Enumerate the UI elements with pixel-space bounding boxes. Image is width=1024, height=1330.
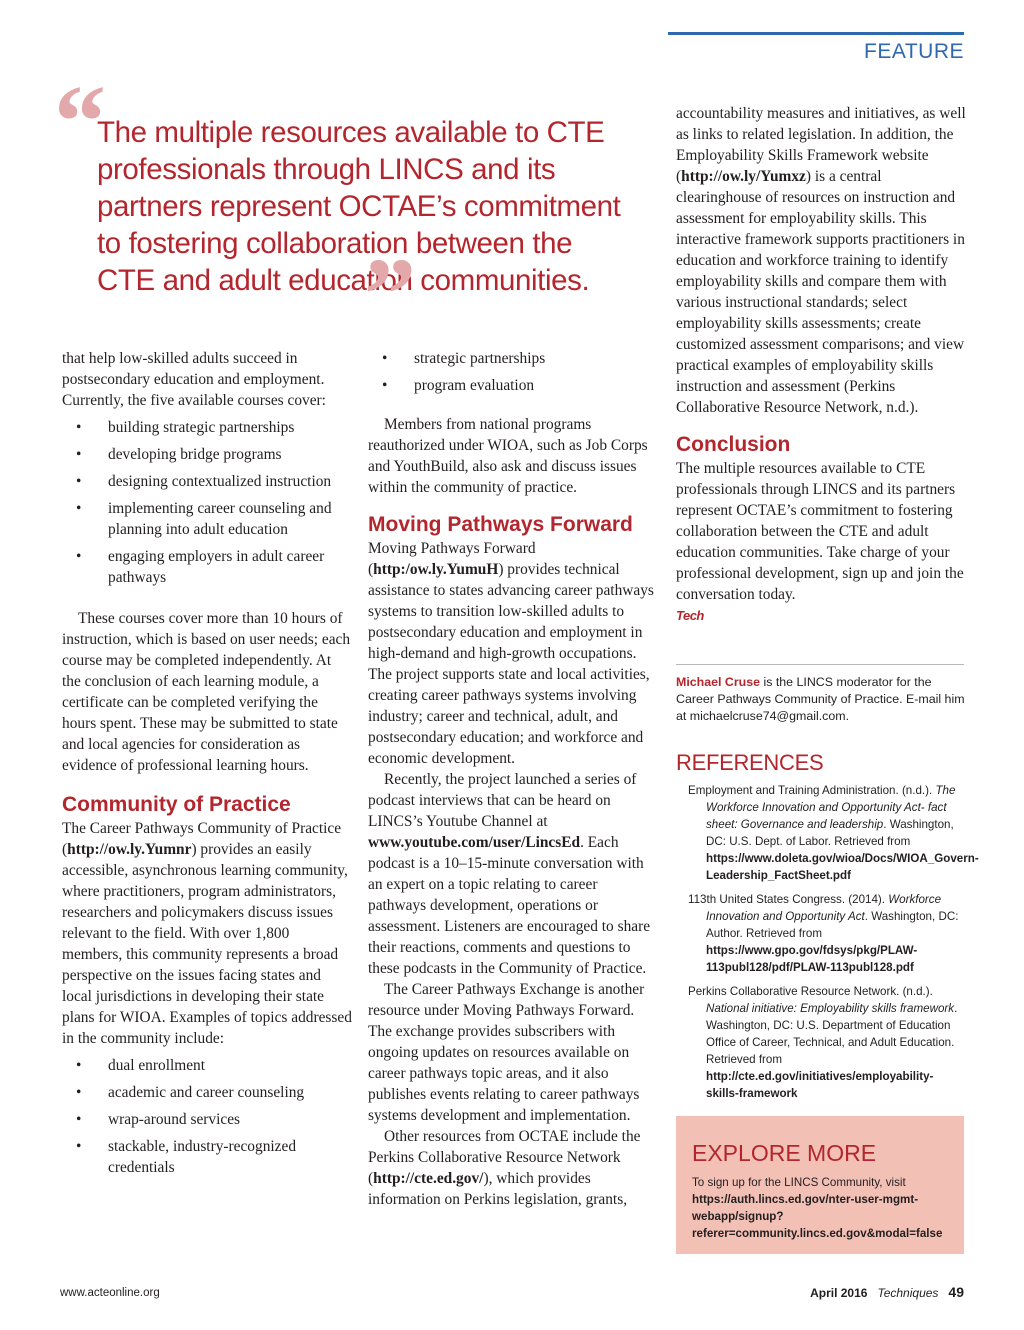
courses-intro: that help low-skilled adults succeed in postsecondary education and employment. Currently, the five available courses cover: xyxy=(62,350,326,409)
references-list xyxy=(688,782,979,1109)
youtube-link[interactable]: www.youtube.com/user/LincsEd xyxy=(368,834,581,851)
footer-date: April 2016 xyxy=(810,1286,868,1300)
footer-issue xyxy=(760,1284,964,1300)
column-3 xyxy=(676,103,966,626)
moving-pathways-heading: Moving Pathways Forward xyxy=(368,513,633,536)
list-item: • engaging employers in adult career pathways xyxy=(76,548,325,586)
list-item: • designing contextualized instruction xyxy=(76,473,332,490)
topic-list xyxy=(62,1055,352,1178)
course-list xyxy=(62,417,352,588)
courses-paragraph: These courses cover more than 10 hours of instruction, which is based on user needs; each course may be completed independently. At the conclusion of each learning module, a certificate can be completed verifying the hours spent. These may be submitted to state and local agencies for consideration as evidence of professional learning hours. xyxy=(62,610,351,774)
end-mark: Tech xyxy=(676,608,704,623)
list-item: • stackable, industry-recognized credentials xyxy=(76,1138,297,1176)
list-item: • academic and career counseling xyxy=(76,1084,305,1101)
references-heading: REFERENCES xyxy=(676,750,824,775)
list-item: • program evaluation xyxy=(382,377,535,394)
cte-link[interactable]: http://cte.ed.gov/ xyxy=(373,1170,484,1187)
page-number: 49 xyxy=(948,1284,964,1300)
reference-link[interactable]: https://www.doleta.gov/wioa/Docs/WIOA_Govern-Leadership_FactSheet.pdf xyxy=(706,852,979,882)
author-bio: Michael Cruse is the LINCS moderator for the Career Pathways Community of Practice. E-mail him at michaelcruse74@gmail.com. xyxy=(676,675,965,723)
column-1 xyxy=(62,348,352,1184)
list-item: • building strategic partnerships xyxy=(76,419,295,436)
reference-link[interactable]: https://www.gpo.gov/fdsys/pkg/PLAW-113publ128/pdf/PLAW-113publ128.pdf xyxy=(706,944,918,974)
podcast-paragraph: Recently, the project launched a series of podcast interviews that can be heard on LINCS’s Youtube Channel at www.youtube.com/user/LincsEd. Each podcast is a 10–15-minute conversation with an expert on a topic relating to career pathways development, operations or assessment. Listeners are encouraged to share their reactions, comments and questions to these podcasts in the Community of Practice. xyxy=(368,771,651,977)
close-quote-mark: ” xyxy=(364,237,416,352)
footer-magazine: Techniques xyxy=(877,1286,939,1300)
community-link[interactable]: http://ow.ly.Yumnr xyxy=(67,841,192,858)
list-item: • dual enrollment xyxy=(76,1057,206,1074)
list-item: • strategic partnerships xyxy=(382,350,546,367)
topic-list-continued xyxy=(368,348,658,396)
list-item: • developing bridge programs xyxy=(76,446,282,463)
reference-item: Employment and Training Administration. (n.d.). The Workforce Innovation and Opportunity Act- fact sheet: Governance and leadership. Washington, DC: U.S. Dept. of Labor. Retrieved from https://www.doleta.gov/wioa/Docs/WIOA_Govern-Leadership_FactSheet.pdf xyxy=(688,784,979,882)
reference-link[interactable]: http://cte.ed.gov/initiatives/employability-skills-framework xyxy=(706,1070,934,1100)
conclusion-paragraph: The multiple resources available to CTE professionals through LINCS and its partners represent OCTAE’s commitment to fostering collaboration between the CTE and adult education communities. Take charge of your professional development, sign up and join the conversation today. xyxy=(676,460,964,603)
reference-item: 113th United States Congress. (2014). Workforce Innovation and Opportunity Act. Washington, DC: Author. Retrieved from https://www.gpo.gov/fdsys/pkg/PLAW-113publ128/pdf/PLAW-113publ128.pdf xyxy=(688,893,959,974)
explore-more-heading: EXPLORE MORE xyxy=(692,1140,877,1166)
bio-divider xyxy=(676,664,964,665)
explore-more-box xyxy=(676,1116,964,1254)
footer-website[interactable]: www.acteonline.org xyxy=(60,1287,160,1299)
conclusion-heading: Conclusion xyxy=(676,433,791,456)
other-resources-paragraph: Other resources from OCTAE include the Perkins Collaborative Resource Network (http://cte.ed.gov/), which provides information on Perkins legislation, grants, xyxy=(368,1128,641,1208)
moving-pathways-paragraph: Moving Pathways Forward (http:/ow.ly.YumuH) provides technical assistance to states advancing career pathways systems to transition low-skilled adults to postsecondary education and employment in high-demand and high-growth occupations. The project supports state and local activities, creating career pathways systems involving industry; career and technical, adult, and postsecondary education; and workforce and economic development. xyxy=(368,540,654,767)
signup-link[interactable]: https://auth.lincs.ed.gov/nter-user-mgmt-webapp/signup?referer=community.lincs.ed.gov&modal=false xyxy=(692,1193,943,1240)
section-label: FEATURE xyxy=(864,40,964,63)
list-item: • wrap-around services xyxy=(76,1111,241,1128)
explore-more-text: To sign up for the LINCS Community, visit https://auth.lincs.ed.gov/nter-user-mgmt-webapp/signup?referer=community.lincs.ed.gov&modal=false xyxy=(692,1176,943,1240)
author-name: Michael Cruse xyxy=(676,675,761,689)
list-item: • implementing career counseling and planning into adult education xyxy=(76,500,332,538)
reference-item: Perkins Collaborative Resource Network. (n.d.). National initiative: Employability skills framework. Washington, DC: U.S. Department of Education Office of Career, Technical, and Adult Education. Retrieved from http://cte.ed.gov/initiatives/employability-skills-framework xyxy=(688,985,958,1100)
moving-pathways-link[interactable]: http:/ow.ly.YumuH xyxy=(373,561,499,578)
community-paragraph: The Career Pathways Community of Practice (http://ow.ly.Yumnr) provides an easily accessible, asynchronous learning community, where practitioners, program administrators, researchers and policymakers discuss issues relevant to the field. With over 1,800 members, this community represents a broad perspective on the issues facing states and local jurisdictions in developing their state plans for WIOA. Examples of topics addressed in the community include: xyxy=(62,820,352,1047)
community-of-practice-heading: Community of Practice xyxy=(62,793,291,816)
open-quote-mark: “ xyxy=(54,64,106,179)
members-paragraph: Members from national programs reauthorized under WIOA, such as Job Corps and YouthBuild, also ask and discuss issues within the community of practice. xyxy=(368,416,648,496)
pull-quote: The multiple resources available to CTE professionals through LINCS and its partners represent OCTAE’s commitment to fostering collaboration between the CTE and adult education communities. xyxy=(97,116,621,297)
header-rule xyxy=(668,32,964,35)
exchange-paragraph: The Career Pathways Exchange is another resource under Moving Pathways Forward. The exchange provides subscribers with ongoing updates on resources available on career pathways topic areas, and it also publishes events relating to career pathways systems development and implementation. xyxy=(368,981,645,1124)
framework-link[interactable]: http://ow.ly/Yumxz xyxy=(681,168,806,185)
column-2 xyxy=(368,348,658,1210)
framework-paragraph: accountability measures and initiatives, as well as links to related legislation. In addition, the Employability Skills Framework website (http://ow.ly/Yumxz) is a central clearinghouse of resources on instruction and assessment for employability skills. This interactive framework supports practitioners in education and workforce training to identify employability skills and compare them with various instructional standards; select employability skills assessments; create customized assessment comparisons; and view practical examples of employability skills instruction and assessment (Perkins Collaborative Resource Network, n.d.). xyxy=(676,105,966,416)
